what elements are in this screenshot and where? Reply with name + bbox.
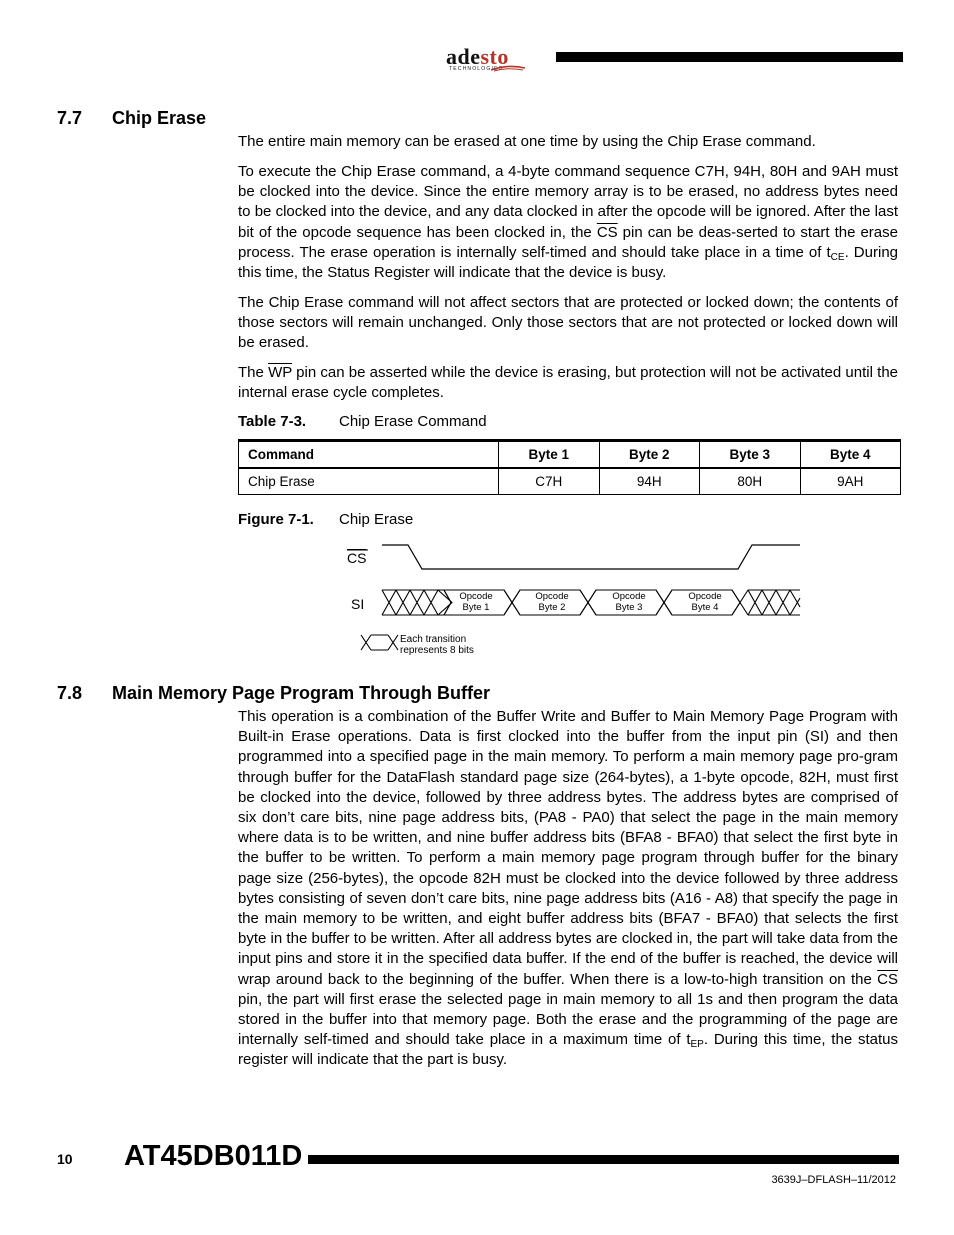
- header-bar: [556, 52, 903, 62]
- table-header-row: [239, 441, 901, 469]
- footer-bar: [308, 1155, 899, 1164]
- opcode-byte-label: Opcode: [688, 591, 722, 602]
- paragraph: The Chip Erase command will not affect sectors that are protected or locked down; the contents of those sectors will remain unchanged. Only those sectors that are not protected or locked down will be erased.: [238, 294, 898, 352]
- table-cell: C7H: [499, 468, 600, 495]
- chip-erase-command-table: [238, 439, 901, 495]
- cs-signal-name: $\overline{CS}$: [596, 223, 618, 241]
- opcode-byte-label: Byte 1: [462, 602, 490, 613]
- table-header-cell: Byte 2: [599, 441, 700, 469]
- cs-waveform: [382, 545, 800, 569]
- table-header-cell: Byte 3: [700, 441, 801, 469]
- section-title: Main Memory Page Program Through Buffer: [112, 683, 491, 703]
- legend-text: Each transition: [400, 634, 467, 645]
- opcode-byte-label: Byte 2: [538, 602, 566, 613]
- table-header-cell: Byte 1: [499, 441, 600, 469]
- si-label: SI: [351, 596, 365, 612]
- table-cell: 80H: [700, 468, 801, 495]
- table-cell: 94H: [599, 468, 700, 495]
- page-number: 10: [57, 1151, 73, 1167]
- document-title: AT45DB011D: [124, 1140, 303, 1172]
- logo-text: ade: [446, 44, 481, 69]
- cs-label: CS: [347, 550, 367, 566]
- logo-text-accent: sto: [480, 44, 509, 69]
- figure-caption-label: Figure 7-1.: [238, 511, 314, 528]
- opcode-byte-label: Byte 4: [691, 602, 719, 613]
- si-waveform: [382, 590, 800, 615]
- opcode-byte-label: Opcode: [612, 591, 646, 602]
- opcode-byte-label: Byte 3: [615, 602, 643, 613]
- wp-signal-name: $\overline{WP}$: [268, 364, 292, 381]
- paragraph: This operation is a combination of the Buffer Write and Buffer to Main Memory Page Program with Built-in Erase operations. Data is first clocked into the buffer from the input pin (SI) and then programmed into a specified page in the main memory. To perform a main memory page pro-gram through buffer for the DataFlash standard page size (264-bytes), a 1-byte opcode, 82H, must first be clocked into the device, followed by three address bytes. The address bytes are comprised of six don’t care bits, nine page address bits, (PA8 - PA0) that select the page in the main memory where data is to be written, and nine buffer address bits (BFA8 - BFA0) that select the first byte in the buffer to be written. To perform a main memory page program through buffer for the binary page size (256-bytes), the opcode 82H must be clocked into the device followed by three address bytes consisting of seven don’t care bits, nine page address bits (A16 - A8) that specify the page in the main memory to be written, and eight buffer address bits (BFA7 - BFA0) that selects the first byte in the buffer to be written. After all address bytes are clocked in, the part will take data from the input pins and store it in the specified data buffer. If the end of the buffer is reached, the device will wrap around back to the beginning of the buffer. When there is a low-to-high transition on the $\overline{CS}$ pin, the part will first erase the selected page in main memory to all 1s and then program the data stored in the buffer into that memory page. Both the erase and the programming of the page are internally self-timed and should take place in a maximum time of $t_{EP}$. During this time, the status register will indicate that the part is busy.: [238, 708, 898, 1069]
- opcode-byte-label: Opcode: [459, 591, 493, 602]
- logo-swoosh-icon: [490, 65, 526, 72]
- table-cell: Chip Erase: [239, 468, 499, 495]
- paragraph: To execute the Chip Erase command, a 4-byte command sequence C7H, 94H, 80H and 9AH must be clocked into the device. Since the entire memory array is to be erased, no address bytes need to be clocked into the device, and any data clocked in after the opcode will be ignored. After the last bit of the opcode sequence has been clocked in, the $\overline{CS}$ pin can be deas-serted to start the erase process. The erase operation is internally self-timed and should take place in a time of $t_{CE}$. During this time, the Status Register will indicate that the device is busy.: [238, 163, 898, 282]
- logo-subtitle: TECHNOLOGIES: [449, 66, 504, 72]
- table-header-cell: Byte 4: [800, 441, 901, 469]
- figure-caption-text: Chip Erase: [339, 511, 414, 528]
- chip-erase-timing-diagram: [340, 535, 810, 660]
- section-number: 7.7: [57, 108, 83, 128]
- cs-signal-name: $\overline{CS}$: [877, 970, 898, 988]
- opcode-byte-label: Opcode: [535, 591, 569, 602]
- table-cell: 9AH: [800, 468, 901, 495]
- document-code: 3639J–DFLASH–11/2012: [771, 1174, 896, 1186]
- table-caption-label: Table 7-3.: [238, 413, 307, 430]
- table-caption-text: Chip Erase Command: [339, 413, 487, 430]
- section-number: 7.8: [57, 683, 83, 703]
- table-row: [239, 468, 901, 495]
- paragraph: The $\overline{WP}$ pin can be asserted while the device is erasing, but protection will not be activated until the internal erase cycle completes.: [238, 364, 899, 402]
- paragraph: The entire main memory can be erased at one time by using the Chip Erase command.: [238, 133, 816, 150]
- legend-text: represents 8 bits: [400, 645, 474, 656]
- table-header-cell: Command: [239, 441, 499, 469]
- section-title: Chip Erase: [112, 108, 207, 128]
- transition-legend-icon: [361, 635, 398, 650]
